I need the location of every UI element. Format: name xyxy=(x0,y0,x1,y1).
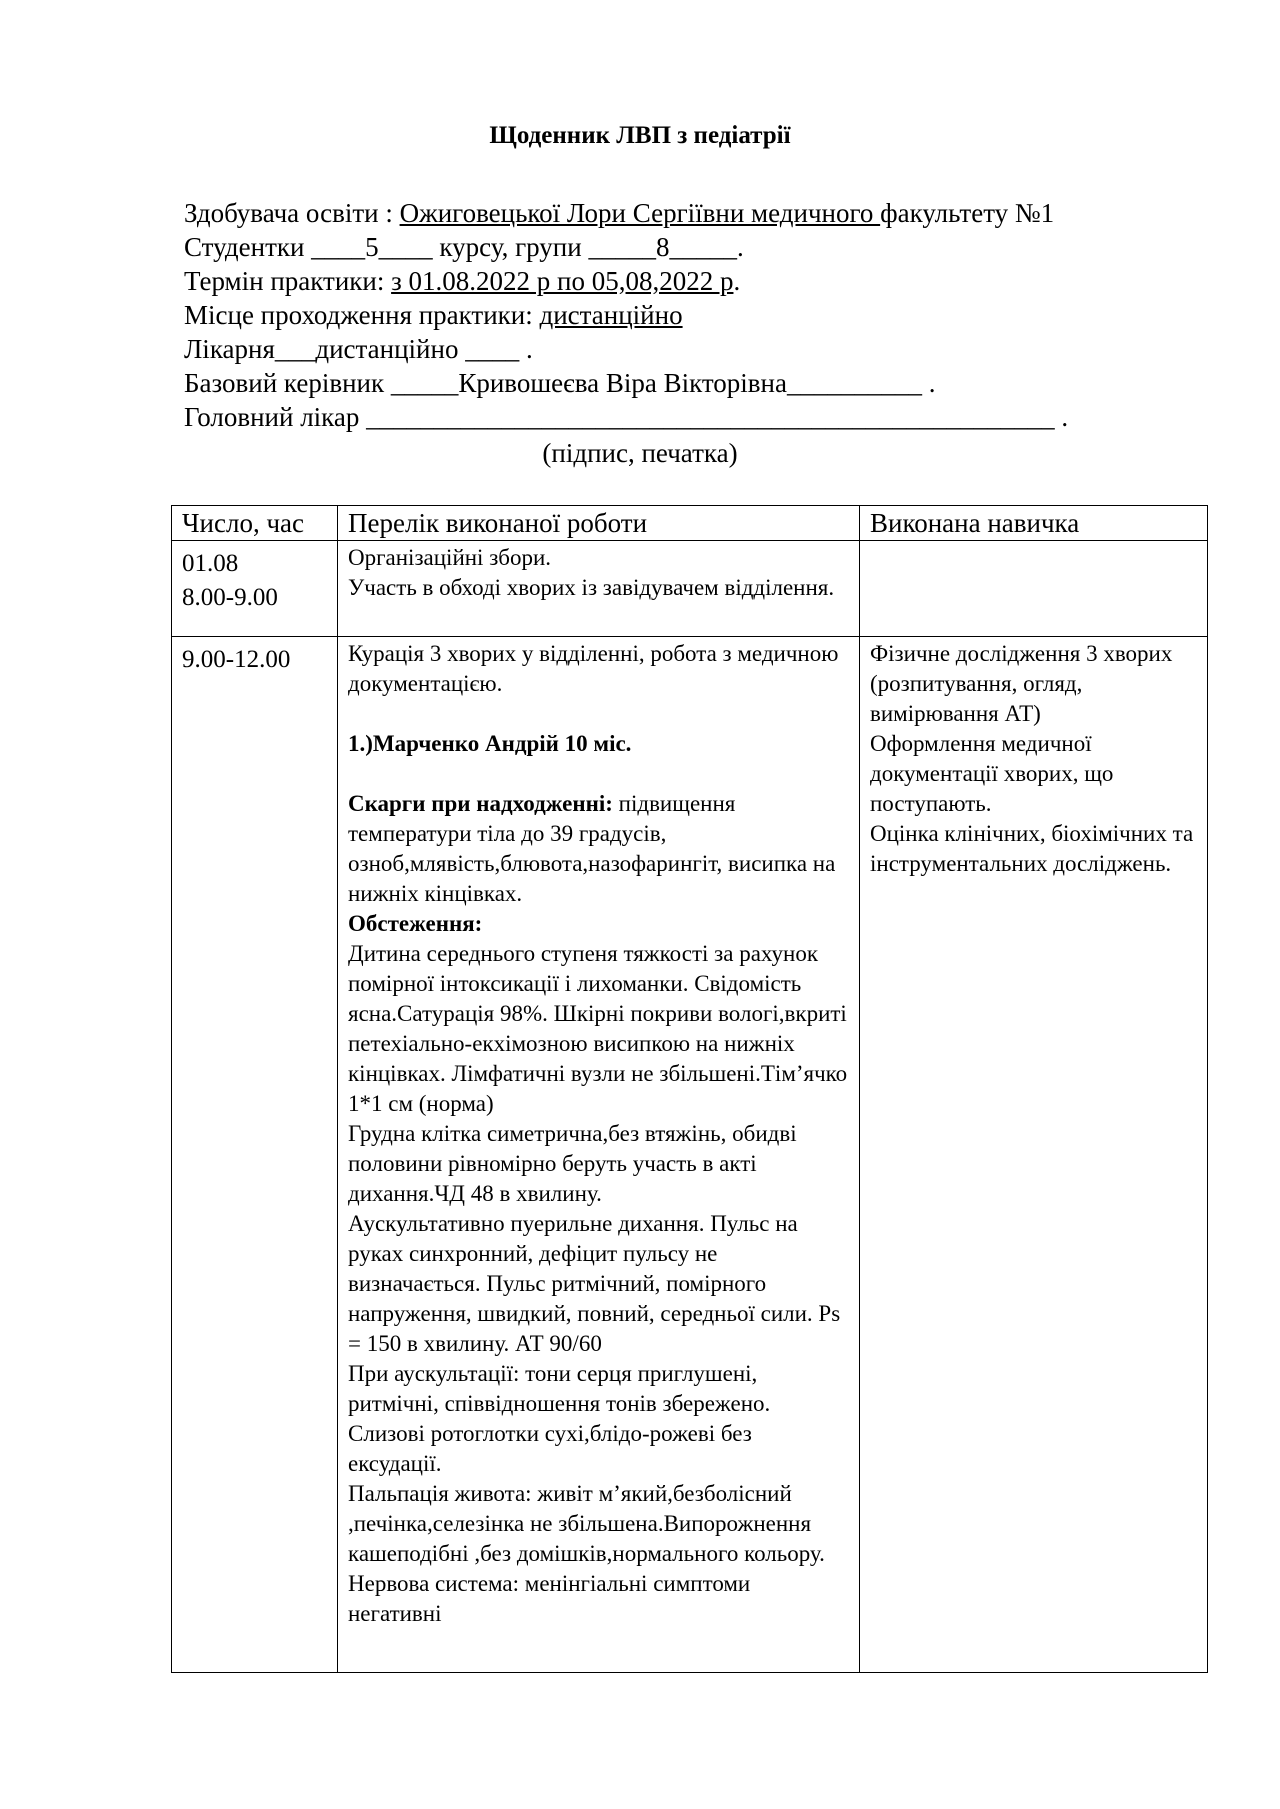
term-line xyxy=(184,264,1184,298)
date-time-cell xyxy=(172,637,338,1673)
exam-paragraph: Грудна клітка симетрична,без втяжінь, обидві половини рівномірно беруть участь в акті дихання.ЧД 48 в хвилину. xyxy=(348,1121,797,1206)
place-line xyxy=(184,298,1184,332)
term-end: . xyxy=(733,266,741,296)
student-label: Здобувача освіти : xyxy=(184,198,400,228)
exam-paragraph: При аускультації: тони серця приглушені, ритмічні, співвідношення тонів збережено. xyxy=(348,1361,771,1416)
work-item: Організаційні збори. xyxy=(348,545,552,570)
exam-paragraph: Аускультативно пуерильне дихання. Пульс на руках синхронний, дефіцит пульсу не визначається. Пульс ритмічний, помірного напруження, швидкий, повний, середньої сили. Ps = 150 в хвилину. АТ 90/60 xyxy=(348,1211,841,1356)
diary-table xyxy=(171,505,1208,1673)
page-title: Щоденник ЛВП з педіатрії xyxy=(489,122,791,149)
exam-label: Обстеження: xyxy=(348,911,483,936)
time: 9.00-12.00 xyxy=(182,646,291,673)
time: 8.00-9.00 xyxy=(182,584,278,611)
table-row xyxy=(172,637,1208,1673)
skill-cell xyxy=(860,637,1208,1673)
place-label: Місце проходження практики: xyxy=(184,300,540,330)
signature-caption: (підпис, печатка) xyxy=(542,438,738,468)
skill-item: Оформлення медичної документації хворих, що поступають. xyxy=(870,731,1114,816)
supervisor-line: Базовий керівник _____Кривошеєва Віра Вікторівна__________ . xyxy=(184,368,936,398)
complaints-text: підвищення температури тіла до 39 градусів, озноб,млявість,блювота,назофарингіт, висипка на нижніх кінцівках. xyxy=(348,791,836,906)
chief-doctor-line: Головний лікар ___________________________________________________ . xyxy=(184,402,1069,432)
complaints xyxy=(348,789,849,909)
term-label: Термін практики: xyxy=(184,266,392,296)
course-line: Студентки ____5____ курсу, групи _____8_____. xyxy=(184,232,744,262)
column-header-skill: Виконана навичка xyxy=(860,506,1208,541)
column-header-date: Число, час xyxy=(172,506,338,541)
faculty: факультету №1 xyxy=(880,198,1055,228)
exam-paragraph: Пальпація живота: живіт м’який,безболісний ,печінка,селезінка не збільшена.Випорожнення кашеподібні ,без домішків,нормального кольору. xyxy=(348,1481,825,1566)
date-time-cell xyxy=(172,541,338,637)
skill-cell xyxy=(860,541,1208,637)
work-item: Участь в обході хворих із завідувачем відділення. xyxy=(348,575,835,600)
exam-paragraph: Нервова система: менінгіальні симптоми негативні xyxy=(348,1571,751,1626)
student-line xyxy=(184,196,1184,230)
patient-name: 1.)Марченко Андрій 10 міс. xyxy=(348,731,632,756)
work-cell xyxy=(338,541,860,637)
hospital-line: Лікарня___дистанційно ____ . xyxy=(184,334,533,364)
column-header-work: Перелік виконаної роботи xyxy=(338,506,860,541)
skill-item: Оцінка клінічних, біохімічних та інструментальних досліджень. xyxy=(870,821,1194,876)
student-info xyxy=(184,196,1184,434)
exam-paragraph: Слизові ротоглотки сухі,блідо-рожеві без ексудації. xyxy=(348,1421,752,1476)
exam-paragraph: Дитина середнього ступеня тяжкості за рахунок помірної інтоксикації і лихоманки. Свідомість ясна.Сатурація 98%. Шкірні покриви вологі,вкриті петехіально-екхімозною висипкою на нижніх кінцівках. Лімфатичні вузли не збільшені.Тім’ячко 1*1 см (норма) xyxy=(348,941,848,1116)
complaints-label: Скарги при надходженні: xyxy=(348,791,613,816)
work-cell xyxy=(338,637,860,1673)
date: 01.08 xyxy=(182,550,239,577)
table-header-row xyxy=(172,506,1208,541)
term-value: з 01.08.2022 р по 05,08,2022 р xyxy=(391,266,734,296)
skill-item: Фізичне дослідження 3 хворих (розпитування, огляд, вимірювання АТ) xyxy=(870,641,1173,726)
place-value: дистанційно xyxy=(539,300,683,330)
table-row xyxy=(172,541,1208,637)
work-intro: Курація 3 хворих у відділенні, робота з медичною документацією. xyxy=(348,641,839,696)
student-name: Ожиговецької Лори Сергіївни медичного xyxy=(399,198,881,228)
